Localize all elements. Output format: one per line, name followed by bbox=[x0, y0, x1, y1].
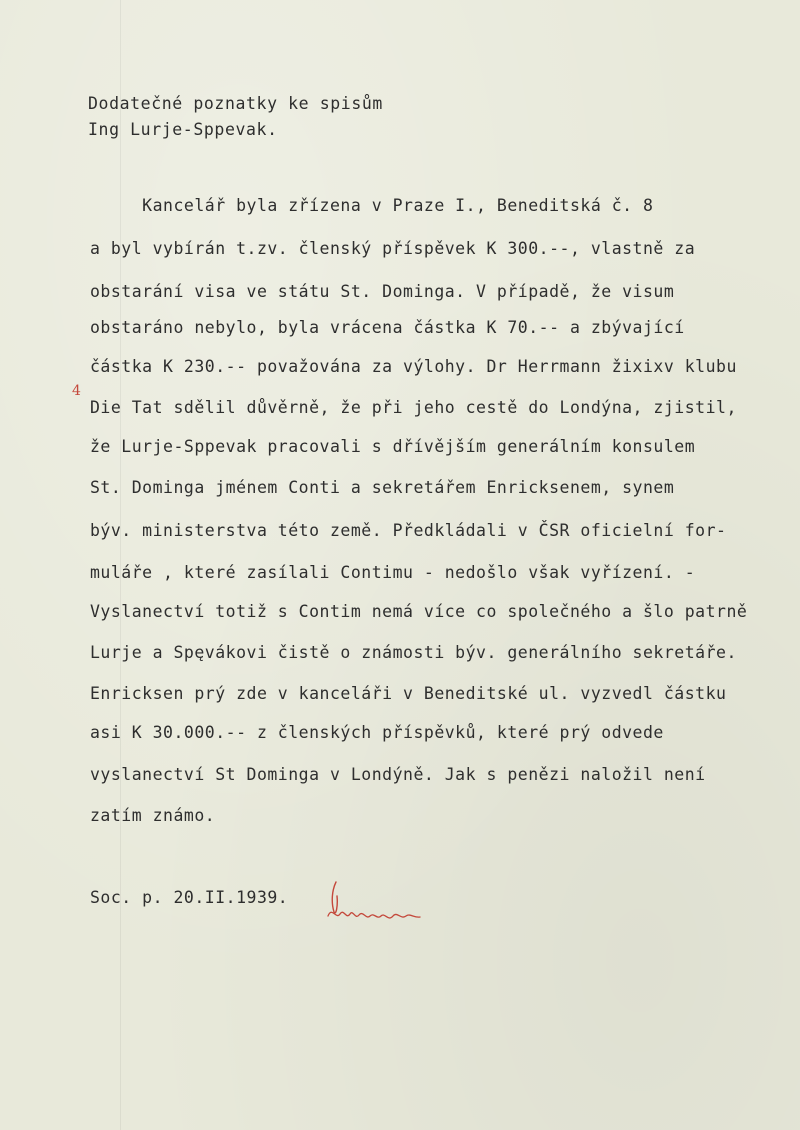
header-line-2: Ing Lurje-Sppevak. bbox=[88, 120, 278, 139]
body-line: že Lurje-Sppevak pracovali s dřívějším generálním konsulem bbox=[90, 437, 696, 456]
body-line: býv. ministerstva této země. Předkládali v ČSR oficielní for- bbox=[90, 521, 727, 540]
body-line: asi K 30.000.-- z členských příspěvků, které prý odvede bbox=[90, 723, 664, 742]
body-line: Vyslanectví totiž s Contim nemá více co společného a šlo patrně bbox=[90, 602, 748, 621]
body-line: Die Tat sdělil důvěrně, že při jeho cestě do Londýna, zjistil, bbox=[90, 398, 737, 417]
margin-mark: 4 bbox=[72, 383, 81, 399]
body-line: obstaráno nebylo, byla vrácena částka K 70.-- a zbývající bbox=[90, 318, 685, 337]
handwritten-signature bbox=[322, 876, 432, 932]
body-line: částka K 230.-- považována za výlohy. Dr Herrmann žixixv klubu bbox=[90, 357, 737, 376]
body-line: zatím známo. bbox=[90, 806, 216, 825]
body-line: Enricksen prý zde v kanceláři v Beneditské ul. vyzvedl částku bbox=[90, 684, 727, 703]
body-line: muláře , které zasílali Contimu - nedošlo však vyřízení. - bbox=[90, 563, 696, 582]
header-line-1: Dodatečné poznatky ke spisům bbox=[88, 94, 383, 113]
body-line: vyslanectví St Dominga v Londýně. Jak s penězi naložil není bbox=[90, 765, 706, 784]
body-line: Lurje a Spęvákovi čistě o známosti býv. generálního sekretáře. bbox=[90, 643, 737, 662]
body-line: a byl vybírán t.zv. členský příspěvek K 300.--, vlastně za bbox=[90, 239, 696, 258]
body-line: obstarání visa ve státu St. Dominga. V případě, že visum bbox=[90, 282, 675, 301]
body-line: St. Dominga jménem Conti a sekretářem Enricksenem, synem bbox=[90, 478, 675, 497]
footer-date: Soc. p. 20.II.1939. bbox=[90, 888, 289, 907]
body-line: Kancelář byla zřízena v Praze I., Beneditská č. 8 bbox=[90, 196, 654, 215]
